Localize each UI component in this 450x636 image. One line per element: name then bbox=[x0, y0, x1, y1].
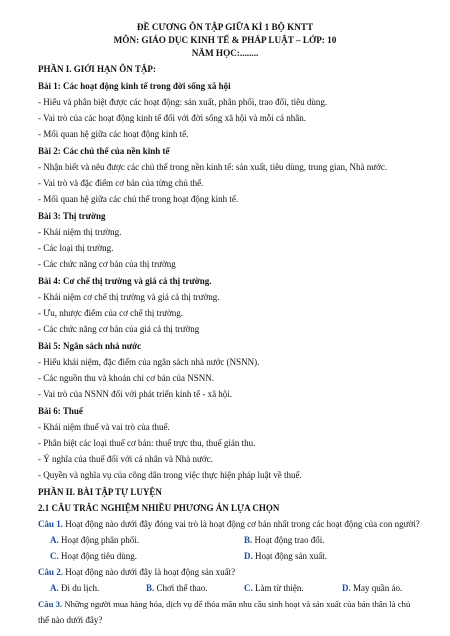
option-d: D. May quần áo. bbox=[342, 583, 403, 593]
lesson-6-item: - Khái niệm thuế và vai trò của thuế. bbox=[38, 422, 170, 432]
lesson-4-item: - Khái niệm cơ chế thị trường và giá cả thị trường. bbox=[38, 292, 220, 302]
lesson-5-item: - Vai trò của NSNN đối với phát triển kinh tế - xã hội. bbox=[38, 389, 233, 399]
question-3-continued: thể nào dưới đây? bbox=[38, 615, 103, 625]
option-b: B. Chơi thể thao. bbox=[146, 583, 208, 593]
lesson-6-item: - Ý nghĩa của thuế đối với cá nhân và Nhà nước. bbox=[38, 454, 213, 464]
question-text: Hoạt động nào dưới đây đóng vai trò là hoạt động cơ bản nhất trong các hoạt động của con người? bbox=[63, 519, 420, 529]
option-a: A. Hoạt động phân phối. bbox=[50, 535, 139, 545]
lesson-1-item: - Hiểu và phân biệt được các hoạt động: sản xuất, phân phối, trao đổi, tiêu dùng. bbox=[38, 97, 328, 107]
section-title: 2.1 CÂU TRẮC NGHIỆM NHIỀU PHƯƠNG ÁN LỰA CHỌN bbox=[38, 503, 280, 513]
option-c: C. Hoạt động tiêu dùng. bbox=[50, 551, 137, 561]
lesson-5-item: - Các nguồn thu và khoản chi cơ bản của NSNN. bbox=[38, 373, 214, 383]
lesson-3-title: Bài 3: Thị trường bbox=[38, 211, 106, 221]
option-b: B. Hoạt động trao đổi. bbox=[244, 535, 325, 545]
lesson-1-item: - Mối quan hệ giữa các hoạt động kinh tế. bbox=[38, 129, 189, 139]
lesson-4-item: - Ưu, nhược điểm của cơ chế thị trường. bbox=[38, 308, 183, 318]
lesson-1-item: - Vai trò của các hoạt động kinh tế đối với đời sống xã hội và mỗi cá nhân. bbox=[38, 113, 307, 123]
part1-title: PHẦN I. GIỚI HẠN ÔN TẬP: bbox=[38, 64, 156, 74]
doc-subject: MÔN: GIÁO DỤC KINH TẾ & PHÁP LUẬT – LỚP: 10 bbox=[113, 35, 337, 45]
lesson-4-item: - Các chức năng cơ bản của giá cả thị trường bbox=[38, 324, 200, 334]
question-number: Câu 3. bbox=[38, 599, 63, 609]
lesson-2-title: Bài 2: Các chủ thể của nền kinh tế bbox=[38, 146, 170, 156]
lesson-5-title: Bài 5: Ngân sách nhà nước bbox=[38, 341, 142, 351]
question-number: Câu 2. bbox=[38, 567, 64, 577]
lesson-4-title: Bài 4: Cơ chế thị trường và giá cả thị trường. bbox=[38, 276, 212, 286]
lesson-3-item: - Các chức năng cơ bản của thị trường bbox=[38, 259, 176, 269]
option-c: C. Làm từ thiện. bbox=[244, 583, 304, 593]
question-number: Câu 1. bbox=[38, 519, 64, 529]
lesson-3-item: - Khái niệm thị trường. bbox=[38, 227, 122, 237]
question-text: Những người mua hàng hóa, dịch vụ để thỏa mãn nhu cầu sinh hoạt và sản xuất của bản thân là chủ bbox=[62, 599, 411, 609]
lesson-6-item: - Phân biệt các loại thuế cơ bản: thuế trực thu, thuế gián thu. bbox=[38, 438, 256, 448]
lesson-3-item: - Các loại thị trường. bbox=[38, 243, 114, 253]
lesson-6-item: - Quyền và nghĩa vụ của công dân trong việc thực hiện pháp luật về thuế. bbox=[38, 470, 302, 480]
doc-year: NĂM HỌC:........ bbox=[191, 48, 259, 58]
question-1 bbox=[38, 519, 420, 530]
question-2 bbox=[38, 567, 235, 578]
lesson-2-item: - Nhận biết và nêu được các chủ thể trong nền kinh tế: sản xuất, tiêu dùng, trung gian, Nhà nước. bbox=[38, 162, 388, 172]
lesson-2-item: - Mối quan hệ giữa các chủ thể trong hoạt động kinh tế. bbox=[38, 194, 239, 204]
question-3 bbox=[38, 599, 410, 610]
doc-title: ĐỀ CƯƠNG ÔN TẬP GIỮA KÌ 1 BỘ KNTT bbox=[136, 22, 314, 32]
lesson-2-item: - Vai trò và đặc điểm cơ bản của từng chủ thể. bbox=[38, 178, 204, 188]
option-d: D. Hoạt động sản xuất. bbox=[244, 551, 327, 561]
part2-title: PHẦN II. BÀI TẬP TỰ LUYỆN bbox=[38, 487, 162, 497]
option-a: A. Đi du lịch. bbox=[50, 583, 100, 593]
question-text: Hoạt động nào dưới đây là hoạt động sản xuất? bbox=[63, 567, 236, 577]
lesson-5-item: - Hiểu khái niệm, đặc điểm của ngân sách nhà nước (NSNN). bbox=[38, 357, 260, 367]
lesson-1-title: Bài 1: Các hoạt động kinh tế trong đời sống xã hội bbox=[38, 81, 231, 91]
lesson-6-title: Bài 6: Thuế bbox=[38, 406, 83, 416]
